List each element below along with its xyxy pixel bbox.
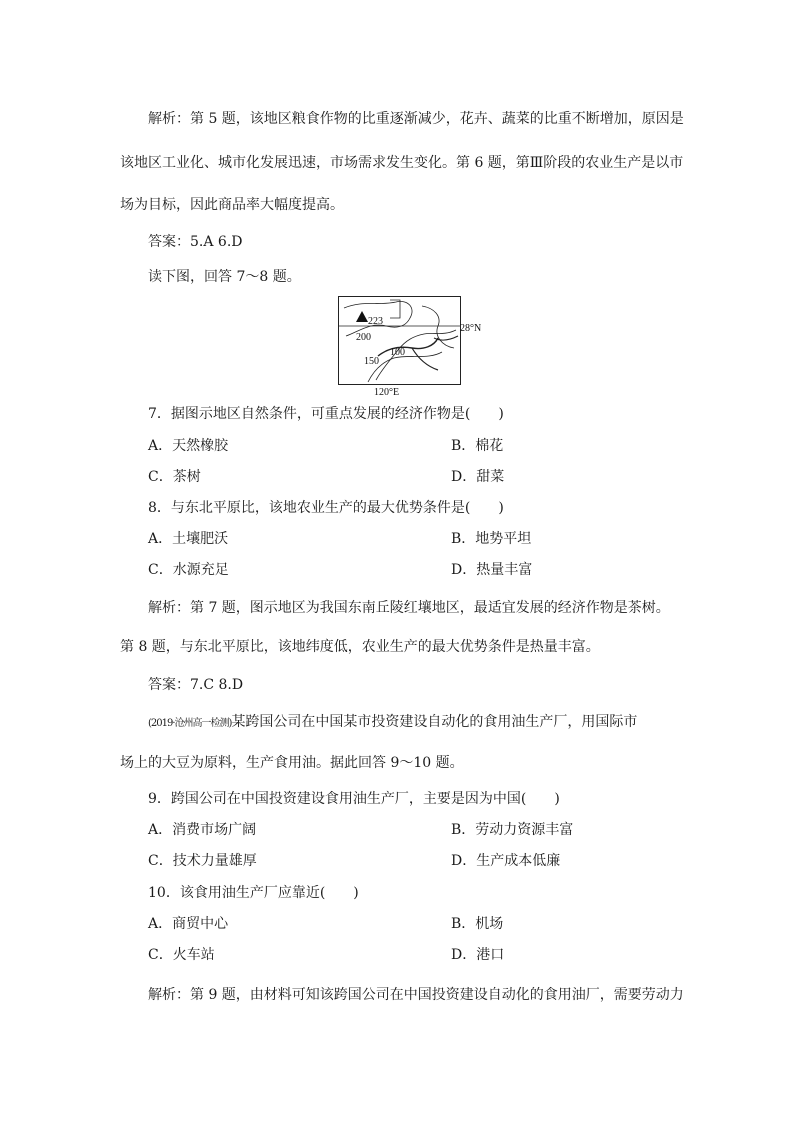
q9-option-a: A．消费市场广阔: [148, 822, 257, 838]
q10-option-b: B．机场: [451, 916, 504, 932]
q10-option-d: D．港口: [451, 947, 505, 963]
contour-label-100: 100: [390, 347, 405, 358]
intro-7-8: 读下图，回答 7～8 题。: [148, 269, 301, 285]
q8-option-a: A．土壤肥沃: [148, 531, 229, 547]
q9-option-c: C．技术力量雄厚: [148, 853, 257, 869]
contour-label-200: 200: [356, 332, 371, 343]
intro-9-10-line-2: 场上的大豆为原料，生产食用油。据此回答 9～10 题。: [120, 755, 464, 771]
answer-7-8: 答案：7.C 8.D: [148, 677, 244, 693]
q7-option-b: B．棉花: [451, 438, 504, 454]
contour-map: [338, 296, 482, 398]
explanation-7-8-line-1: 解析：第 7 题，图示地区为我国东南丘陵红壤地区，最适宜发展的经济作物是茶树。: [148, 600, 670, 616]
q9-option-b: B．劳动力资源丰富: [451, 822, 574, 838]
q10-option-a: A．商贸中心: [148, 916, 229, 932]
source-note: (2019·沧州高一检测): [148, 718, 232, 729]
intro-9-10-line-1: [148, 713, 637, 733]
explanation-9-10-line-1: 解析：第 9 题，由材料可知该跨国公司在中国投资建设自动化的食用油厂，需要劳动力: [148, 987, 684, 1003]
question-10: 10．该食用油生产厂应靠近( ): [148, 885, 359, 901]
q10-option-c: C．火车站: [148, 947, 215, 963]
contour-label-150: 150: [364, 356, 379, 367]
q8-option-d: D．热量丰富: [451, 562, 533, 578]
q8-option-b: B．地势平坦: [451, 531, 532, 547]
explanation-line-3: 场为目标，因此商品率大幅度提高。: [120, 197, 344, 213]
q9-option-d: D．生产成本低廉: [451, 853, 561, 869]
q7-option-c: C．茶树: [148, 469, 201, 485]
question-8: 8．与东北平原比，该地农业生产的最大优势条件是( ): [148, 500, 504, 516]
explanation-line-1: 解析：第 5 题，该地区粮食作物的比重逐渐减少，花卉、蔬菜的比重不断增加，原因是: [148, 111, 684, 127]
latitude-label: 28°N: [460, 323, 482, 334]
q7-option-d: D．甜菜: [451, 469, 505, 485]
answer-5-6: 答案：5.A 6.D: [148, 234, 243, 250]
question-9: 9．跨国公司在中国投资建设食用油生产厂，主要是因为中国( ): [148, 791, 560, 807]
intro-9-10-text: 某跨国公司在中国某市投资建设自动化的食用油生产厂，用国际市: [231, 714, 638, 730]
explanation-7-8-line-2: 第 8 题，与东北平原比，该地纬度低，农业生产的最大优势条件是热量丰富。: [120, 639, 600, 655]
q7-option-a: A．天然橡胶: [148, 438, 229, 454]
q8-option-c: C．水源充足: [148, 562, 229, 578]
explanation-line-2: 该地区工业化、城市化发展迅速，市场需求发生变化。第 6 题，第Ⅲ阶段的农业生产是以市: [120, 155, 684, 171]
question-7: 7．据图示地区自然条件，可重点发展的经济作物是( ): [148, 406, 504, 422]
longitude-label: 120°E: [374, 387, 400, 398]
peak-elevation-label: 223: [368, 316, 383, 327]
